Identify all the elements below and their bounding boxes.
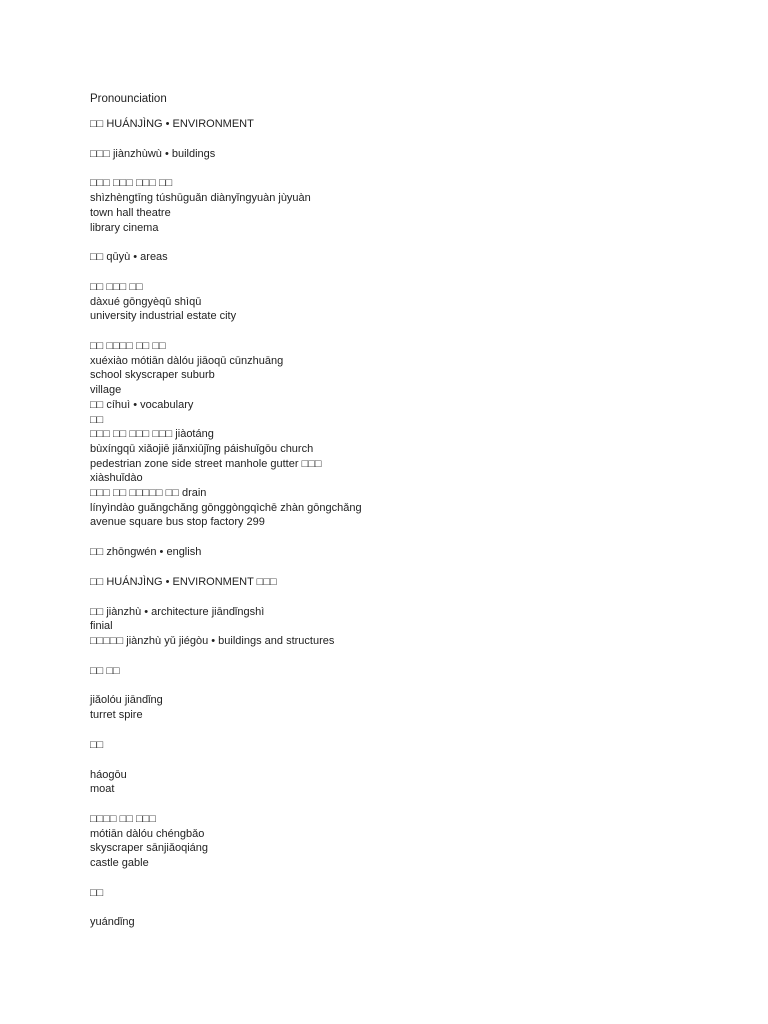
text-line: □□ jiànzhù • architecture jiāndǐngshì <box>90 605 265 618</box>
text-line: □□ □□□□ □□ □□ <box>90 340 166 353</box>
text-line: finial <box>90 620 113 633</box>
text-line: school skyscraper suburb <box>90 369 215 382</box>
text-line: □□ cíhuì • vocabulary <box>90 398 194 411</box>
blank-line <box>90 753 730 768</box>
text-line: □□ <box>90 738 104 751</box>
text-line: moat <box>90 783 115 796</box>
text-line: village <box>90 384 122 397</box>
text-line: yuándǐng <box>90 916 135 929</box>
text-line: □□ □□□ □□ <box>90 280 143 293</box>
blank-line <box>90 560 730 575</box>
text-line: □□□ jiànzhùwù • buildings <box>90 147 216 160</box>
text-line: xuéxiào mótiān dàlóu jiāoqū cūnzhuāng <box>90 354 284 367</box>
blank-line <box>90 871 730 886</box>
blank-line <box>90 797 730 812</box>
text-line: dàxué gōngyèqū shìqū <box>90 295 202 308</box>
text-line: □□ HUÁNJÌNG • ENVIRONMENT <box>90 118 254 130</box>
text-line: university industrial estate city <box>90 310 237 323</box>
text-line: town hall theatre <box>90 206 171 219</box>
blank-line <box>90 649 730 664</box>
blank-line <box>90 324 730 339</box>
text-line: □□□ □□ □□□ □□□ jiàotáng <box>90 428 214 441</box>
text-line: jiǎolóu jiāndǐng <box>90 694 163 707</box>
text-line: □□□ □□□ □□□ □□ <box>90 177 173 190</box>
blank-line <box>90 723 730 738</box>
text-line: shìzhèngtīng túshūguǎn diànyǐngyuàn jùyuàn <box>90 192 311 205</box>
text-line: □□ HUÁNJÌNG • ENVIRONMENT □□□ <box>90 575 277 588</box>
text-line: háogōu <box>90 768 127 781</box>
blank-line <box>90 235 730 250</box>
document-title: Pronounciation <box>90 93 167 105</box>
text-line: pedestrian zone side street manhole gutter □□□ <box>90 457 322 470</box>
text-line: □□ <box>90 413 104 426</box>
text-line: □□□□ □□ □□□ <box>90 812 156 825</box>
blank-line <box>90 265 730 280</box>
text-line: library cinema <box>90 221 159 234</box>
text-line: línyìndào guǎngchǎng gōnggòngqìchē zhàn gōngchǎng <box>90 501 362 514</box>
blank-line <box>90 530 730 545</box>
blank-line <box>90 590 730 605</box>
blank-line <box>90 678 730 693</box>
text-line: castle gable <box>90 857 149 870</box>
text-line: □□ zhōngwén • english <box>90 546 202 559</box>
blank-line <box>90 900 730 915</box>
text-line: □□□ □□ □□□□□ □□ drain <box>90 487 207 500</box>
text-line: □□ qūyù • areas <box>90 251 168 264</box>
text-line: bùxíngqū xiǎojiē jiǎnxiūjǐng páishuǐgōu church <box>90 442 314 455</box>
text-line: skyscraper sānjiǎoqiáng <box>90 842 209 855</box>
text-line: □□ <box>90 886 104 899</box>
document-page <box>90 92 730 930</box>
blank-line <box>90 161 730 176</box>
text-line: □□□□□ jiànzhù yǔ jiégòu • buildings and structures <box>90 634 335 647</box>
text-line: avenue square bus stop factory 299 <box>90 516 265 529</box>
document-body <box>90 117 730 930</box>
blank-line <box>90 132 730 147</box>
text-line: mótiān dàlóu chéngbǎo <box>90 827 205 840</box>
text-line: xiàshuǐdào <box>90 472 143 485</box>
text-line: □□ □□ <box>90 664 120 677</box>
text-line: turret spire <box>90 709 143 722</box>
